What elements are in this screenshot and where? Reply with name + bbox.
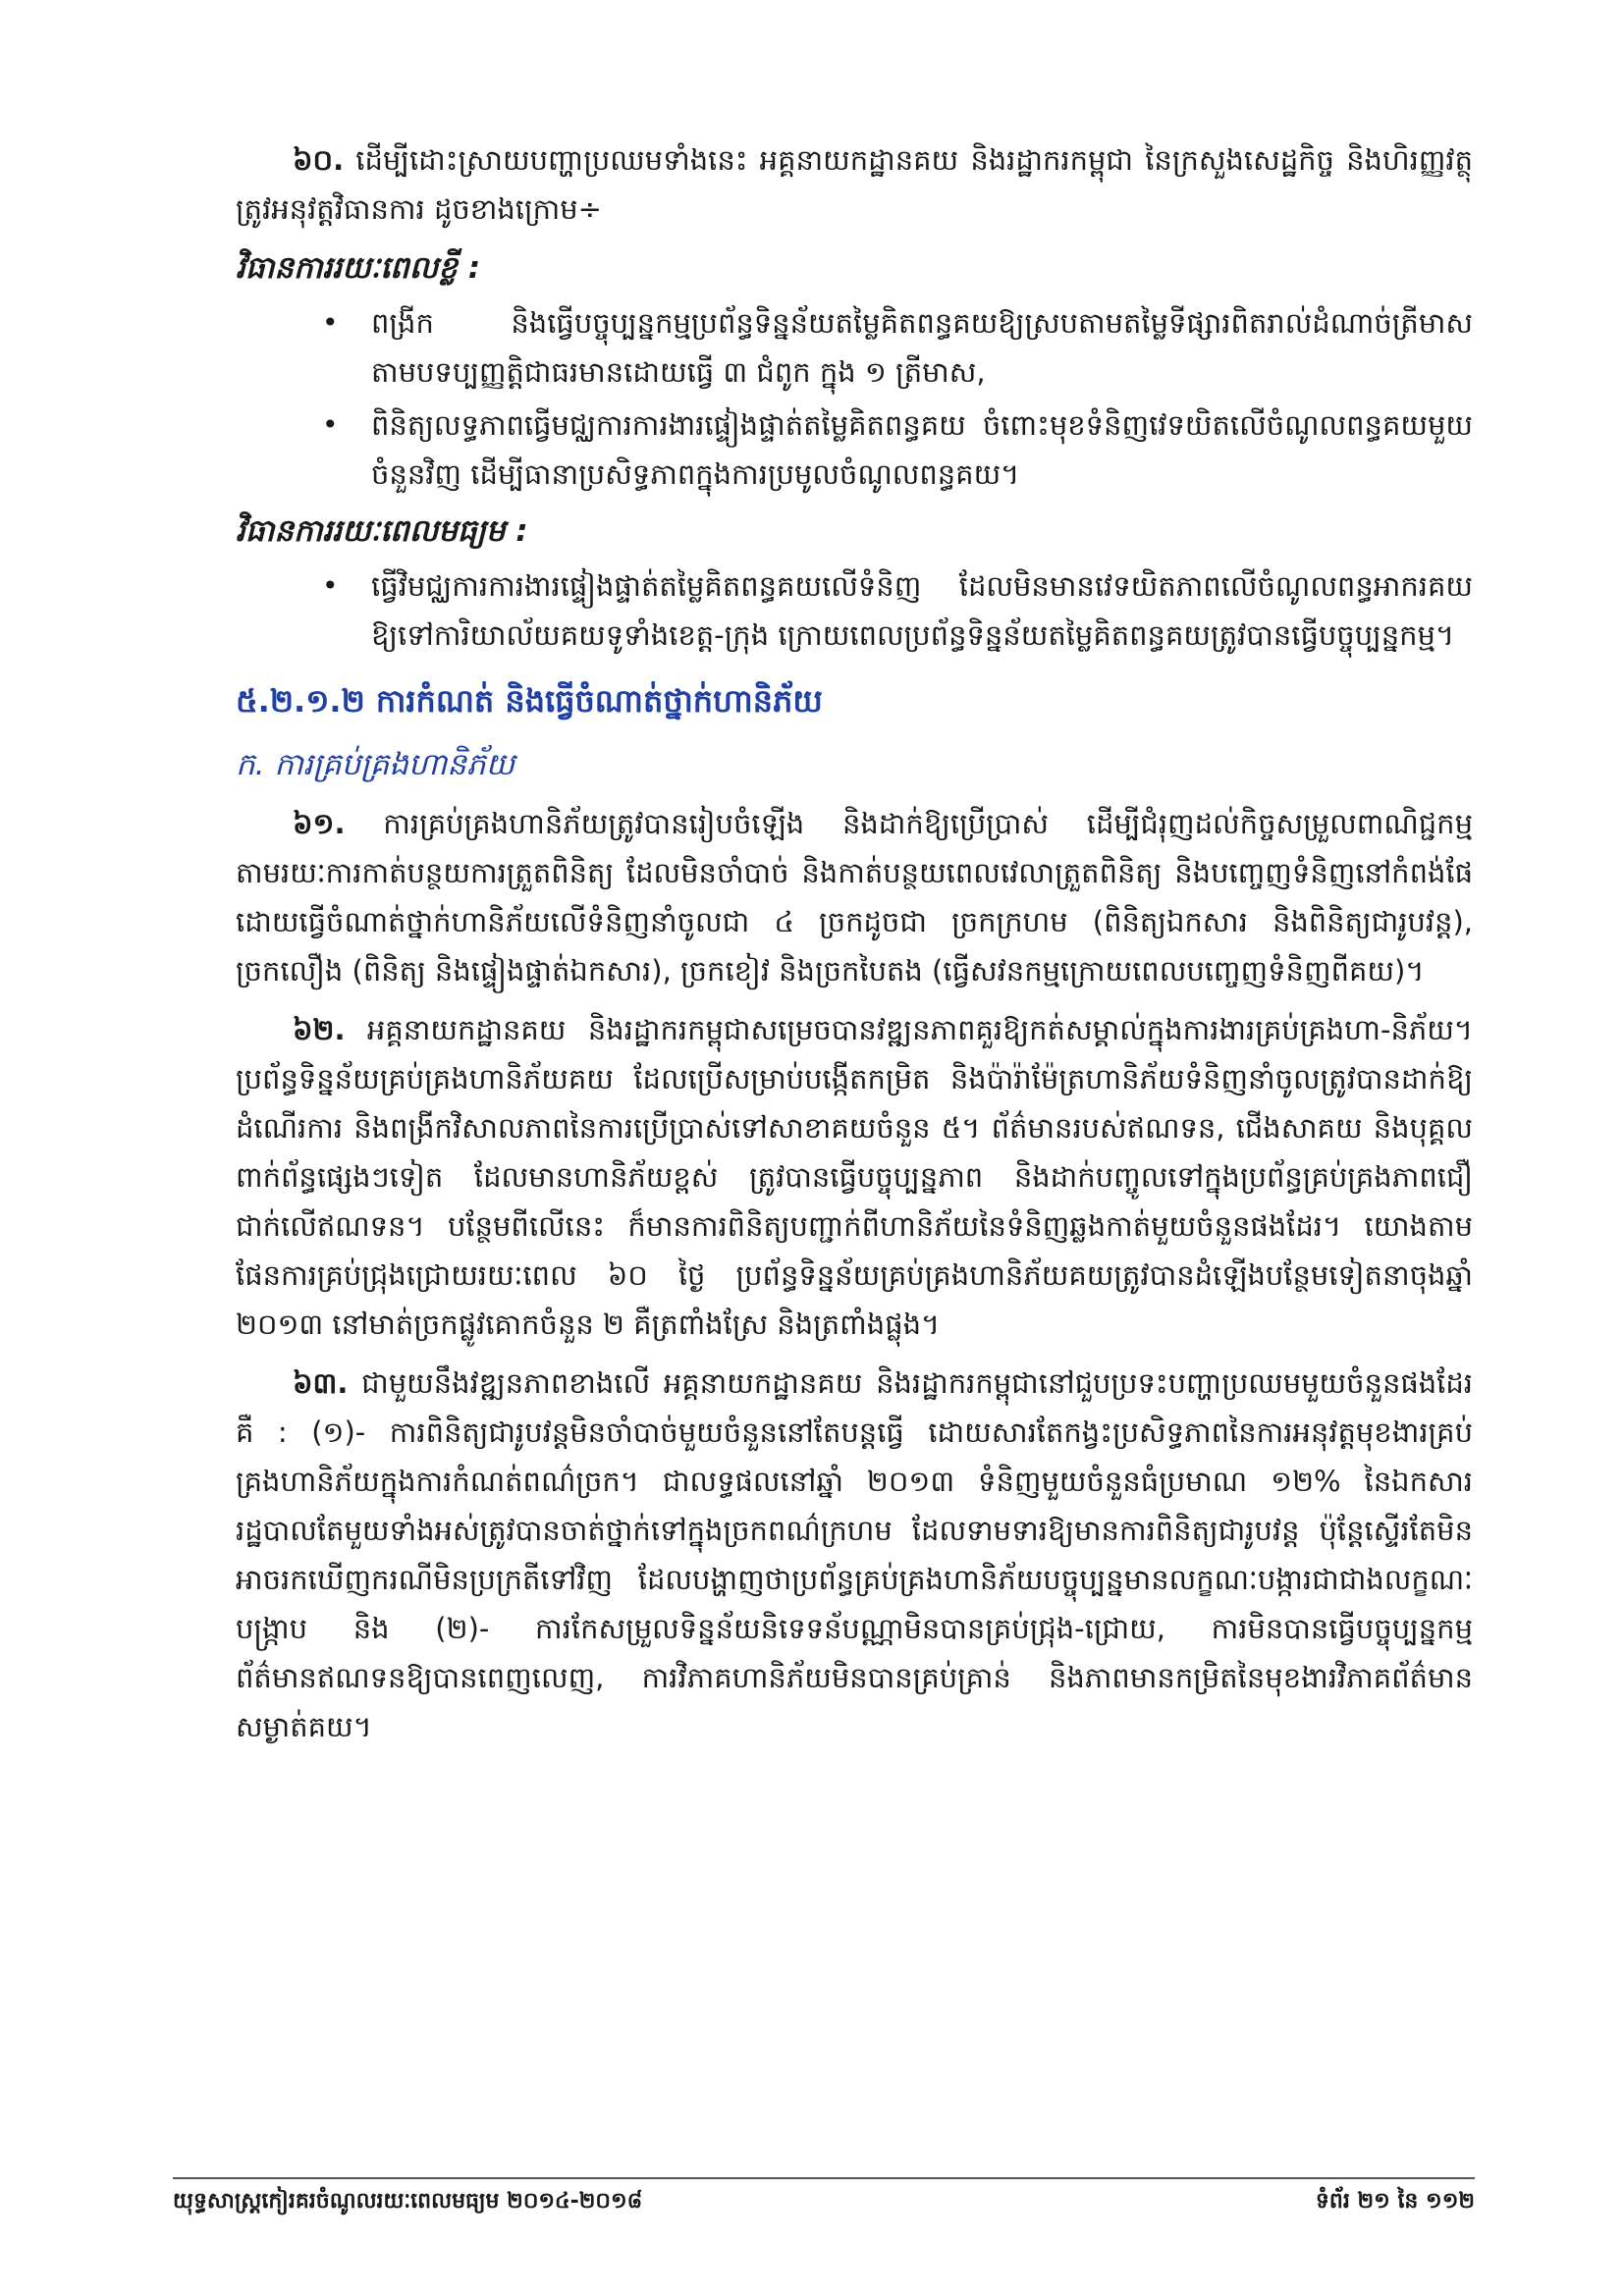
paragraph-text: ការគ្រប់គ្រងហានិភ័យត្រូវបានរៀបចំឡើង និងដាក់ឱ្យប្រើប្រាស់ ដើម្បីជំរុញដល់កិច្ចសម្រួលពាណិជ្ជកម្មតាមរយៈការកាត់បន្ថយការត្រួតពិនិត្យ ដែលមិនចាំបាច់ និងកាត់បន្ថយពេលវេលាត្រួតពិនិត្យ និងបញ្ចេញទំនិញនៅកំពង់ផែ ដោយធ្វើចំណាត់ថ្នាក់ហានិភ័យលើទំនិញនាំចូលជា ៤ ច្រកដូចជា ច្រកក្រហម (ពិនិត្យឯកសារ និងពិនិត្យជារូបវន្ត), ច្រកលឿង (ពិនិត្យ និងផ្ទៀងផ្ទាត់ឯកសារ), ច្រកខៀវ និងច្រកបៃតង (ធ្វើសវនកម្មក្រោយពេលបញ្ចេញទំនិញពីគយ)។	[236, 807, 1473, 988]
paragraph-61	[236, 799, 1473, 995]
paragraph-text: ជាមួយនឹងវឌ្ឍនភាពខាងលើ អគ្គនាយកដ្ឋានគយ និងរដ្ឋាករកម្ពុជានៅជួបប្រទះបញ្ហាប្រឈមមួយចំនួនផងដែរ គឺ : (១)- ការពិនិត្យជារូបវន្តមិនចាំបាច់មួយចំនួននៅតែបន្តធ្វើ ដោយសារតែកង្វះប្រសិទ្ធភាពនៃការអនុវត្តមុខងារគ្រប់គ្រងហានិភ័យក្នុងការកំណត់ពណ៌ច្រក។ ជាលទ្ធផលនៅឆ្នាំ ២០១៣ ទំនិញមួយចំនួនធំប្រមាណ ១២% នៃឯកសាររដ្ឋបាលតែមួយទាំងអស់ត្រូវបានចាត់ថ្នាក់ទៅក្នុងច្រកពណ៌ក្រហម ដែលទាមទារឱ្យមានការពិនិត្យជារូបវន្ត ប៉ុន្តែស្ទើរតែមិនអាចរកឃើញករណីមិនប្រក្រតីទៅវិញ ដែលបង្ហាញថាប្រព័ន្ធគ្រប់គ្រងហានិភ័យបច្ចុប្បន្នមានលក្ខណៈបង្ការជាជាងលក្ខណៈបង្ក្រាប និង (២)- ការកែសម្រួលទិន្នន័យនិទេទន័បណ្ណាមិនបានគ្រប់ជ្រុង-ជ្រោយ, ការមិនបានធ្វើបច្ចុប្បន្នកម្មព័ត៌មានឥណទនឱ្យបានពេញលេញ, ការវិភាគហានិភ័យមិនបានគ្រប់គ្រាន់ និងភាពមានកម្រិតនៃមុខងារវិភាគព័ត៌មានសម្ងាត់គយ។	[236, 1366, 1473, 1743]
bullet-icon: •	[322, 569, 339, 602]
mid-term-list	[236, 561, 1473, 660]
paragraph-62	[236, 1005, 1473, 1349]
list-item-text: ធ្វើវិមជ្ឈការការងារផ្ទៀងផ្ទាត់តម្លៃគិតពន្ធគយលើទំនិញ ដែលមិនមានវេទយិតភាពលើចំណូលពន្ធអាករគយឱ្យទៅការិយាល័យគយទូទាំងខេត្ត-ក្រុង ក្រោយពេលប្រព័ន្ធទិន្នន័យតម្លៃគិតពន្ធគយត្រូវបានធ្វើបច្ចុប្បន្នកម្ម។	[371, 569, 1473, 652]
short-term-heading: វិធានការរយៈពេលខ្លី :	[236, 250, 481, 286]
page-body	[236, 135, 1473, 1761]
paragraph-60	[236, 135, 1473, 234]
list-item-text: ពង្រីក និងធ្វើបច្ចុប្បន្នកម្មប្រព័ន្ធទិន្នន័យតម្លៃគិតពន្ធគយឱ្យស្របតាមតម្លៃទីផ្សារពិតរាល់ដំណាច់ត្រីមាសតាមបទប្បញ្ញត្តិជាធរមានដោយធ្វើ ៣ ជំពូក ក្នុង ១ ត្រីមាស,	[371, 306, 1473, 389]
paragraph-text: អគ្គនាយកដ្ឋានគយ និងរដ្ឋាករកម្ពុជាសម្រេចបានវឌ្ឍនភាពគួរឱ្យកត់សម្គាល់ក្នុងការងារគ្រប់គ្រងហា-និភ័យ។ ប្រព័ន្ធទិន្នន័យគ្រប់គ្រងហានិភ័យគយ ដែលប្រើសម្រាប់បង្កើតកម្រិត និងប៉ារ៉ាម៉ែត្រហានិភ័យទំនិញនាំចូលត្រូវបានដាក់ឱ្យដំណើរការ និងពង្រីកវិសាលភាពនៃការប្រើប្រាស់ទៅសាខាគយចំនួន ៥។ ព័ត៌មានរបស់ឥណទន, ជើងសាគយ និងបុគ្គលពាក់ព័ន្ធផ្សេងៗទៀត ដែលមានហានិភ័យខ្ពស់ ត្រូវបានធ្វើបច្ចុប្បន្នភាព និងដាក់បញ្ចូលទៅក្នុងប្រព័ន្ធគ្រប់គ្រងភាពជឿជាក់លើឥណទន។ បន្ថែមពីលើនេះ ក៏មានការពិនិត្យបញ្ជាក់ពីហានិភ័យនៃទំនិញឆ្លងកាត់មួយចំនួនផងដែរ។ យោងតាមផែនការគ្រប់ជ្រុងជ្រោយរយៈពេល ៦០ ថ្ងៃ ប្រព័ន្ធទិន្នន័យគ្រប់គ្រងហានិភ័យគយត្រូវបានដំឡើងបន្ថែមទៀតនាចុងឆ្នាំ ២០១៣ នៅមាត់ច្រកផ្លូវគោកចំនួន ២ គឺត្រពាំងស្រែ និងត្រពាំងផ្លុង។	[236, 1013, 1473, 1341]
list-item	[322, 298, 1473, 397]
bullet-icon: •	[322, 306, 339, 339]
paragraph-63	[236, 1359, 1473, 1751]
list-item	[322, 561, 1473, 660]
list-item-text: ពិនិត្យលទ្ធភាពធ្វើមជ្ឈការការងារផ្ទៀងផ្ទាត់តម្លៃគិតពន្ធគយ ចំពោះមុខទំនិញវេទយិតលើចំណូលពន្ធគយមួយចំនួនវិញ ដើម្បីធានាប្រសិទ្ធភាពក្នុងការប្រមូលចំណូលពន្ធគយ។	[371, 408, 1473, 491]
footer-page-number: ទំព័រ ២១ នៃ ១១២	[1315, 2189, 1475, 2214]
footer-divider	[173, 2177, 1475, 2179]
footer-document-title: យុទ្ធសាស្ត្រកៀរគរចំណូលរយៈពេលមធ្យម ២០១៤-២០១៨	[173, 2189, 643, 2214]
paragraph-number: ៦២.	[293, 1013, 346, 1046]
mid-term-heading: វិធានការរយៈពេលមធ្យម :	[236, 513, 528, 549]
paragraph-number: ៦៣.	[293, 1366, 349, 1400]
list-item	[322, 400, 1473, 499]
paragraph-text: ដើម្បីដោះស្រាយបញ្ហាប្រឈមទាំងនេះ អគ្គនាយកដ្ឋានគយ និងរដ្ឋាករកម្ពុជា នៃក្រសួងសេដ្ឋកិច្ច និងហិរញ្ញវត្ថុ ត្រូវអនុវត្តវិធានការ ដូចខាងក្រោម÷	[236, 143, 1473, 226]
section-heading: ៥.២.១.២ ការកំណត់ និងធ្វើចំណាត់ថ្នាក់ហានិភ័យ	[236, 682, 823, 720]
sub-heading: ក. ការគ្រប់គ្រងហានិភ័យ	[236, 747, 515, 782]
short-term-list	[236, 298, 1473, 499]
paragraph-number: ៦០.	[293, 143, 345, 177]
bullet-icon: •	[322, 408, 339, 441]
paragraph-number: ៦១.	[293, 807, 346, 840]
